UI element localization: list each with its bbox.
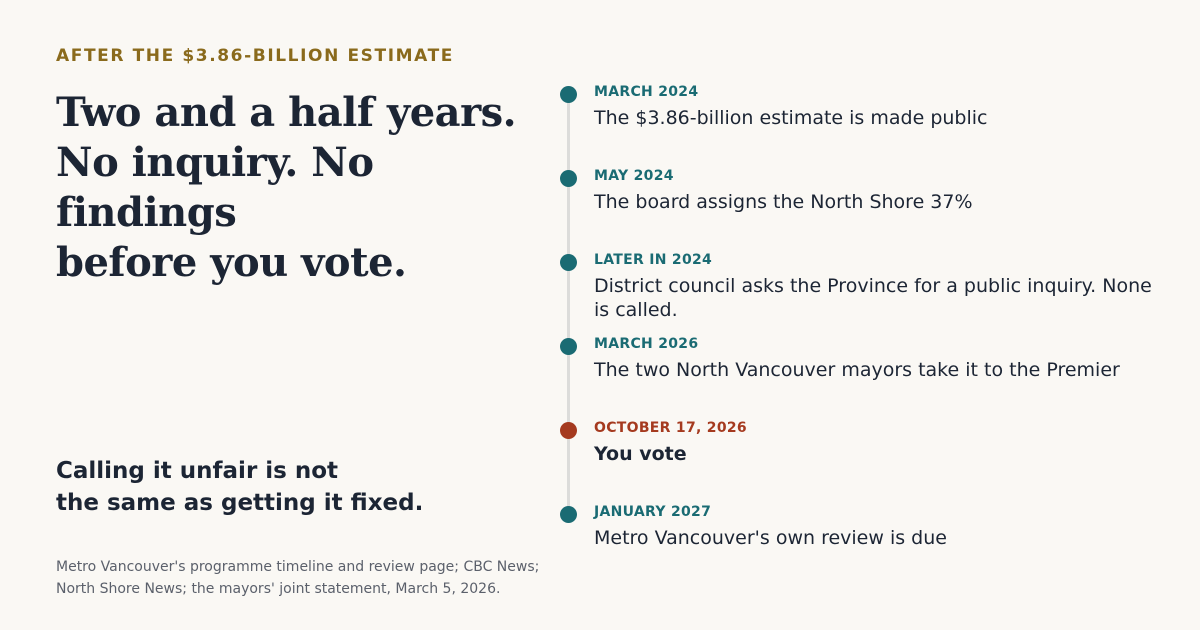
kicker-label: AFTER THE $3.86-BILLION ESTIMATE [56, 46, 454, 66]
headline [56, 88, 526, 288]
sources-line-2: North Shore News; the mayors' joint statement, March 5, 2026. [56, 581, 501, 597]
timeline-date: MARCH 2026 [594, 336, 699, 352]
timeline-dot [560, 170, 577, 187]
timeline-date: OCTOBER 17, 2026 [594, 420, 747, 436]
timeline-text: Metro Vancouver's own review is due [594, 527, 947, 549]
timeline-date: MAY 2024 [594, 168, 674, 184]
timeline-date: MARCH 2024 [594, 84, 699, 100]
timeline-text: The board assigns the North Shore 37% [594, 191, 973, 213]
headline-line-2: No inquiry. No findings [56, 139, 374, 236]
timeline-dot [560, 506, 577, 523]
sources-note [56, 556, 556, 600]
timeline-date: JANUARY 2027 [594, 504, 712, 520]
timeline-dot [560, 338, 577, 355]
callout-line-2: the same as getting it fixed. [56, 490, 424, 516]
headline-line-3: before you vote. [56, 239, 407, 286]
timeline-dot [560, 86, 577, 103]
timeline-text: District council asks the Province for a public inquiry. None is called. [594, 275, 1152, 321]
sources-line-1: Metro Vancouver's programme timeline and review page; CBC News; [56, 559, 540, 575]
timeline-dot-highlight [560, 422, 577, 439]
timeline-dot [560, 254, 577, 271]
headline-line-1: Two and a half years. [56, 89, 517, 136]
callout [56, 455, 516, 519]
timeline-date: LATER IN 2024 [594, 252, 713, 268]
timeline-text: The $3.86-billion estimate is made public [594, 107, 988, 129]
callout-line-1: Calling it unfair is not [56, 458, 339, 484]
timeline-text: The two North Vancouver mayors take it to the Premier [594, 359, 1120, 381]
timeline-line [567, 94, 570, 514]
timeline-text: You vote [594, 443, 687, 465]
